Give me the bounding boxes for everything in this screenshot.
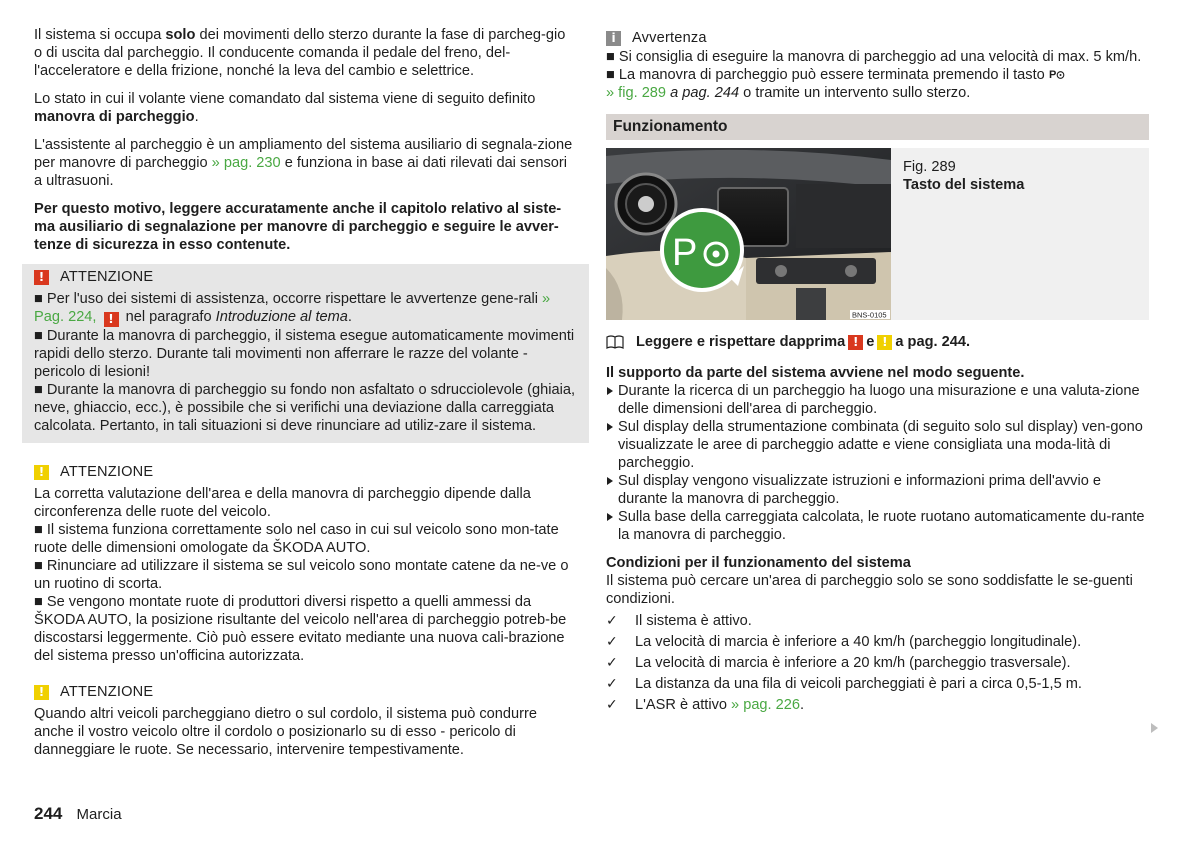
definition-paragraph: Lo stato in cui il volante viene comandato dal sistema viene di seguito definito manovra di parcheggio. xyxy=(34,91,536,125)
caution-icon: ! xyxy=(34,465,49,480)
check-icon: ✓ xyxy=(606,696,618,713)
intro-paragraph: Il sistema si occupa solo dei movimenti dello sterzo durante la fase di parcheg-gio o di uscita dal parcheggio. Il conducente comanda il pedale del freno, del-l'acceleratore e della frizione, nonché la leva del cambio e selettrice. xyxy=(34,27,566,79)
list-item: ✓ La velocità di marcia è inferiore a 40 km/h (parcheggio longitudinale). xyxy=(606,633,1082,650)
page-226-link[interactable]: » pag. 226 xyxy=(731,696,801,713)
caution-icon: ! xyxy=(34,685,49,700)
support-section: Il supporto da parte del sistema avviene nel modo seguente. Durante la ricerca di un parcheggio ha luogo una misurazione e una valuta-zione delle dimensioni dell'area di parcheggio. Sul display della strumentazione combinata (di seguito solo sul display) ven-gono visualizzate le aree di parcheggio adatte e viene consigliata una moda-lità di parcheggio. Sul display vengono visualizzate istruzioni e informazioni prima dell'avvio e durante la manovra di parcheggio. Sulla base della carreggiata calcolata, le ruote ruotano automaticamente du-rante la manovra di parcheggio. xyxy=(606,364,1149,544)
assistant-paragraph: L'assistente al parcheggio è un ampliamento del sistema ausiliario di segnala-zione per manovre di parcheggio » pag. 230 e funziona in base ai dati rilevati dai sensori a ultrasuoni. xyxy=(34,137,573,189)
park-assist-button-icon xyxy=(1049,68,1065,80)
read-carefully-paragraph: Per questo motivo, leggere accuratamente anche il capitolo relativo al siste-ma ausiliario di segnalazione per manovre di parcheggio e seguire le avver-tenze di sicurezza in esso contenute. xyxy=(34,201,562,253)
left-column xyxy=(34,26,577,773)
figure-caption: Fig. 289 Tasto del sistema xyxy=(903,159,1025,193)
fig-289-link[interactable]: » fig. 289 xyxy=(606,85,667,101)
check-icon: ✓ xyxy=(606,654,618,671)
list-item: Sulla base della carreggiata calcolata, le ruote ruotano automaticamente du-rante la manovra di parcheggio. xyxy=(606,508,1149,544)
page-number: 244 xyxy=(34,804,63,823)
list-item: Sul display vengono visualizzate istruzioni e informazioni prima dell'avvio e durante la manovra di parcheggio. xyxy=(606,472,1149,508)
check-icon: ✓ xyxy=(606,612,618,629)
list-item: Sul display della strumentazione combinata (di seguito solo sul display) ven-gono visualizzate le aree di parcheggio adatte e viene consigliata una moda-lità di parcheggio. xyxy=(606,418,1149,472)
list-item: Durante la ricerca di un parcheggio ha luogo una misurazione e una valuta-zione delle dimensioni dell'area di parcheggio. xyxy=(606,382,1149,418)
dashboard-photo xyxy=(606,148,891,320)
warning-box-yellow: ! ATTENZIONE La corretta valutazione dell'area e della manovra di parcheggio dipende dalla circonferenza delle ruote del veicolo. ■ Il sistema funziona correttamente solo nel caso in cui sul veicolo sono mon-tate ruote delle dimensioni omologate da ŠKODA AUTO. ■ Rinunciare ad utilizzare il sistema se sul veicolo sono montate catene da ne-ve o un ruotino di scorta. ■ Se vengono montate ruote di produttori diversi rispetto a quelli ammessi da ŠKODA AUTO, la posizione risultante del veicolo nell'area di parcheggio potreb-be discostarsi leggermente. Ciò può essere evitato mediante una nuova cali-brazione del sistema presso un'officina autorizzata. xyxy=(34,459,577,665)
check-icon: ✓ xyxy=(606,633,618,650)
page-footer xyxy=(34,805,122,824)
note-box: i Avvertenza ■ Si consiglia di eseguire la manovra di parcheggio ad una velocità di max. 5 km/h. ■ La manovra di parcheggio può essere terminata premendo il tasto P » fig. 289 a pag. 244 o tramite un intervento sullo sterzo. xyxy=(606,28,1149,102)
warning-text: ■ Per l'uso dei sistemi di assistenza, occorre rispettare le avvertenze gene-rali » Pag. 224, ! nel paragrafo Introduzione al tema. ■ Durante la manovra di parcheggio, il sistema esegue automaticamente movimenti rapidi dello sterzo. Durante tali movimenti non afferrare le razze del volante - pericolo di lesioni! ■ Durante la manovra di parcheggio su fondo non asfaltato o sdrucciolevole (ghiaia, neve, ghiaccio, ecc.), è possibile che si verifichi una deviazione dalla carreggiata calcolata. Pertanto, in tali situazioni si deve rinunciare ad utiliz-zare il sistema. xyxy=(34,291,576,434)
read-first-line: Leggere e rispettare dapprima ! e ! a pag. 244. xyxy=(606,332,1149,352)
next-page-arrow-icon[interactable] xyxy=(1151,723,1158,733)
check-icon: ✓ xyxy=(606,675,618,692)
list-item: ✓ La distanza da una fila di veicoli parcheggiati è pari a circa 0,5-1,5 m. xyxy=(606,675,1082,692)
chapter-name: Marcia xyxy=(76,806,122,823)
warning-header: ! ATTENZIONE xyxy=(34,459,577,483)
conditions-section: Condizioni per il funzionamento del sistema Il sistema può cercare un'area di parcheggio solo se sono soddisfatte le se-guenti condizioni. ✓ Il sistema è attivo. ✓ La velocità di marcia è inferiore a 40 km/h (parcheggio longitudinale). ✓ La velocità di marcia è inferiore a 20 km/h (parcheggio trasversale). ✓ La distanza da una fila di veicoli parcheggiati è pari a circa 0,5-1,5 m. ✓ L'ASR è attivo » pag. 226 . xyxy=(606,554,1149,715)
warning-icon: ! xyxy=(848,335,863,350)
warning-header: ! ATTENZIONE xyxy=(34,679,577,703)
list-item: ✓ Il sistema è attivo. xyxy=(606,612,752,629)
section-title: Funzionamento xyxy=(606,114,1149,140)
svg-text:P: P xyxy=(1048,69,1057,80)
dashboard-image xyxy=(606,148,891,320)
list-item: ✓ L'ASR è attivo » pag. 226 . xyxy=(606,696,805,713)
page-224-link[interactable]: » Pag. 224, xyxy=(34,291,551,325)
figure xyxy=(606,148,1149,320)
info-icon: i xyxy=(606,31,621,46)
right-column xyxy=(606,28,1149,715)
book-icon xyxy=(606,335,624,349)
figure-code: BNS-0105 xyxy=(852,310,887,320)
svg-text:P: P xyxy=(672,232,698,274)
list-item: ✓ La velocità di marcia è inferiore a 20 km/h (parcheggio trasversale). xyxy=(606,654,1071,671)
warning-header: ! ATTENZIONE xyxy=(34,264,577,288)
warning-icon: ! xyxy=(104,312,119,327)
warning-icon: ! xyxy=(34,270,49,285)
warning-box-red xyxy=(22,264,589,443)
note-header: i Avvertenza xyxy=(606,28,1149,48)
caution-icon: ! xyxy=(877,335,892,350)
page-230-link[interactable]: » pag. 230 xyxy=(211,155,281,171)
warning-box-yellow-2: ! ATTENZIONE Quando altri veicoli parcheggiano dietro o sul cordolo, il sistema può condurre anche il vostro veicolo oltre il cordolo o posizionarlo su di esso - pericolo di danneggiare le ruote. Se necessario, intervenire tempestivamente. xyxy=(34,679,577,759)
